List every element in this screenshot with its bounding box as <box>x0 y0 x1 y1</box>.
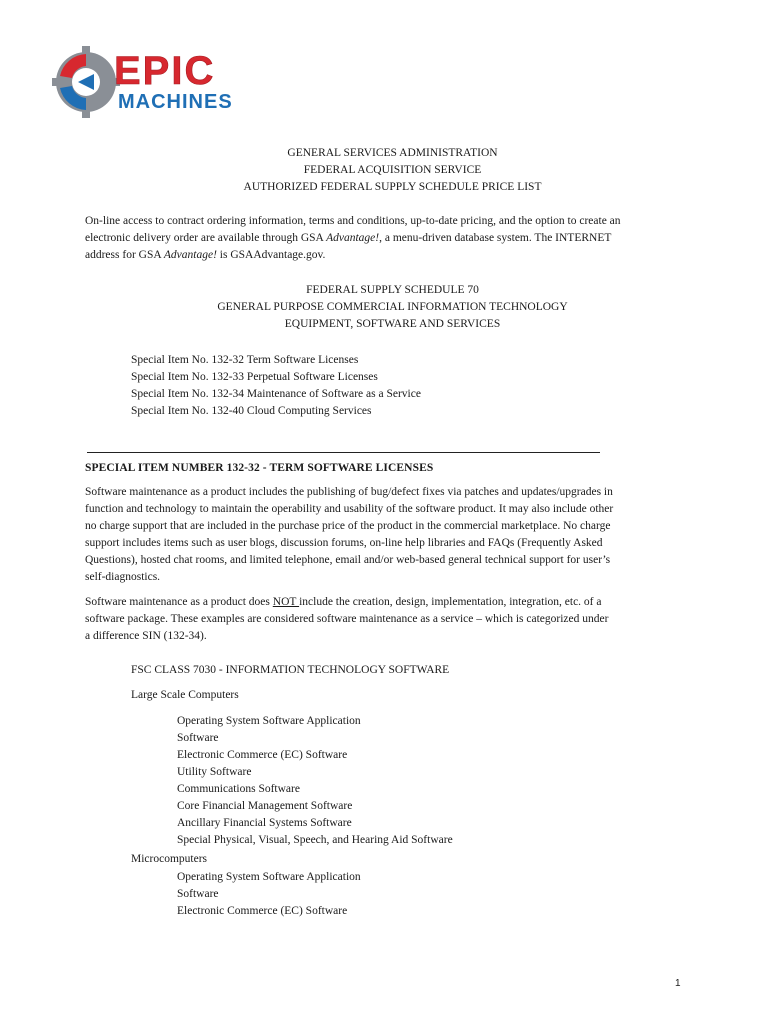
paragraph-line: function and technology to maintain the operability and usability of the software product. It may also include other <box>85 503 614 515</box>
epic-machines-logo <box>52 40 272 120</box>
paragraph-line: support includes items such as user blogs, discussion forums, on-line help libraries and FAQs (Frequently Asked <box>85 537 603 549</box>
paragraph-line: Questions), hosted chat rooms, and limited telephone, email and/or web-based general technical support for user’s <box>85 554 611 566</box>
special-item: Special Item No. 132-33 Perpetual Software Licenses <box>131 371 378 383</box>
intro-line-3-text: address for GSA <box>85 249 164 261</box>
intro-line-3-text-end: is GSAAdvantage.gov. <box>216 249 326 261</box>
software-item: Communications Software <box>177 783 300 795</box>
logo-word-epic: EPIC <box>114 49 216 93</box>
software-item: Operating System Software Application <box>177 871 361 883</box>
large-scale-label: Large Scale Computers <box>131 689 239 701</box>
page-number: 1 <box>675 978 681 989</box>
microcomputers-label: Microcomputers <box>131 853 208 865</box>
paragraph-line: no charge support that are included in the purchase price of the product in the commercial marketplace. No charge <box>85 520 611 532</box>
software-item: Software <box>177 732 219 744</box>
microcomputers-list <box>177 869 361 920</box>
gear-icon <box>52 46 120 118</box>
software-item: Software <box>177 888 219 900</box>
software-item: Electronic Commerce (EC) Software <box>177 905 348 917</box>
intro-line-2-text-end: , a menu-driven database system. The INTERNET <box>379 232 612 244</box>
section-paragraph-2 <box>85 594 675 645</box>
logo-word-machines: MACHINES <box>118 91 233 113</box>
schedule-line-2: GENERAL PURPOSE COMMERCIAL INFORMATION TECHNOLOGY <box>217 301 568 313</box>
paragraph-line: a difference SIN (132-34). <box>85 630 207 642</box>
paragraph-text: Software maintenance as a product does <box>85 596 273 608</box>
advantage-italic: Advantage! <box>326 232 380 244</box>
intro-line-3 <box>85 247 675 264</box>
large-scale-list <box>177 713 453 849</box>
paragraph-text: include the creation, design, implementation, integration, etc. of a <box>299 596 602 608</box>
header-line-2: FEDERAL ACQUISITION SERVICE <box>303 164 482 176</box>
software-item: Special Physical, Visual, Speech, and Hearing Aid Software <box>177 834 453 846</box>
special-item: Special Item No. 132-32 Term Software Licenses <box>131 354 359 366</box>
software-item: Operating System Software Application <box>177 715 361 727</box>
advantage-italic: Advantage! <box>163 249 217 261</box>
paragraph-line: Software maintenance as a product includes the publishing of bug/defect fixes via patches and updates/upgrades in <box>85 486 613 498</box>
software-item: Core Financial Management Software <box>177 800 353 812</box>
intro-line-2-text: electronic delivery order are available through GSA <box>85 232 327 244</box>
header-line-3: AUTHORIZED FEDERAL SUPPLY SCHEDULE PRICE LIST <box>243 181 542 193</box>
special-item-list <box>131 352 421 420</box>
not-underlined: NOT <box>272 596 300 608</box>
paragraph-line <box>85 594 675 611</box>
intro-line-2 <box>85 230 675 247</box>
software-item: Electronic Commerce (EC) Software <box>177 749 348 761</box>
section-title: SPECIAL ITEM NUMBER 132-32 - TERM SOFTWARE LICENSES <box>85 462 434 474</box>
section-paragraph-1 <box>85 484 675 586</box>
schedule-line-1: FEDERAL SUPPLY SCHEDULE 70 <box>306 284 479 296</box>
intro-line-1: On-line access to contract ordering information, terms and conditions, up-to-date pricing, and the option to create an <box>85 215 621 227</box>
paragraph-line: software package. These examples are considered software maintenance as a service – which is categorized under <box>85 613 609 625</box>
fsc-title: FSC CLASS 7030 - INFORMATION TECHNOLOGY SOFTWARE <box>131 664 450 676</box>
paragraph-line: self-diagnostics. <box>85 571 161 583</box>
special-item: Special Item No. 132-40 Cloud Computing Services <box>131 405 372 417</box>
software-item: Ancillary Financial Systems Software <box>177 817 352 829</box>
horizontal-divider <box>87 452 600 453</box>
header-line-1: GENERAL SERVICES ADMINISTRATION <box>287 147 498 159</box>
special-item: Special Item No. 132-34 Maintenance of Software as a Service <box>131 388 421 400</box>
software-item: Utility Software <box>177 766 252 778</box>
schedule-line-3: EQUIPMENT, SOFTWARE AND SERVICES <box>284 318 501 330</box>
